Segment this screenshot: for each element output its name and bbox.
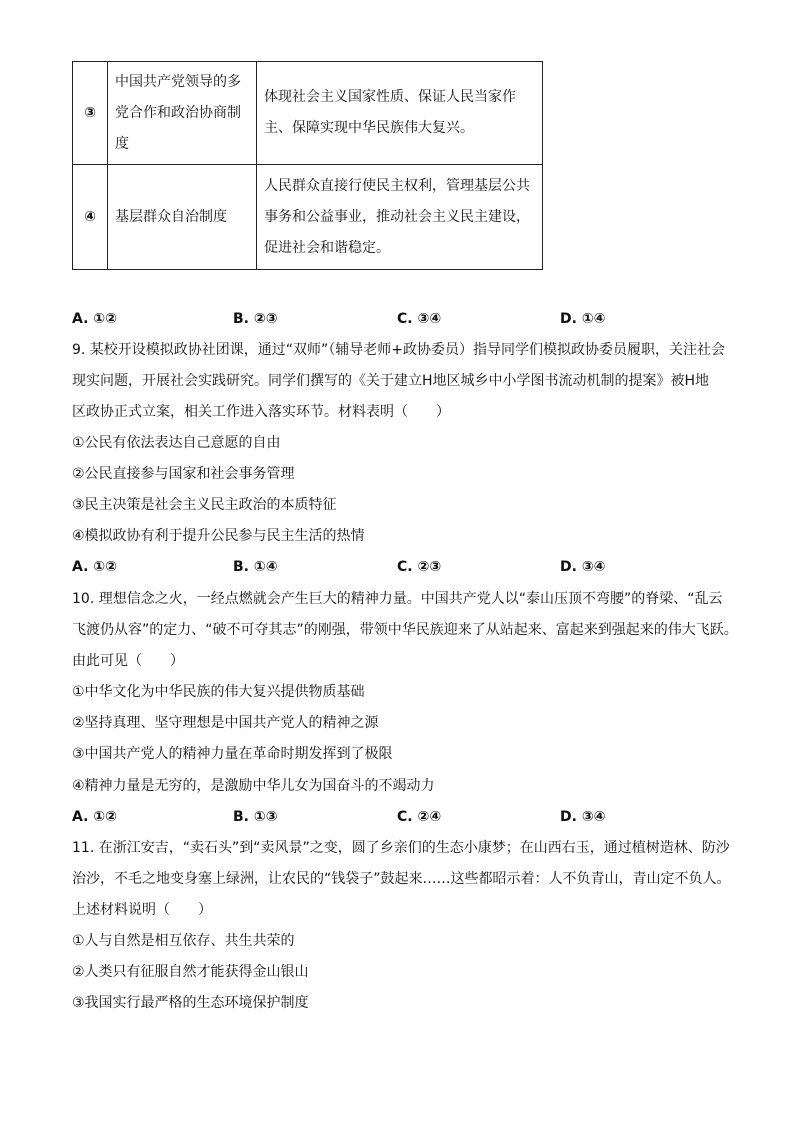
option-a[interactable]: A. ①② xyxy=(72,311,117,327)
row-name: 基层群众自治制度 xyxy=(108,165,257,270)
q11-item: ②人类只有征服自然才能获得金山银山 xyxy=(72,964,309,980)
option-c[interactable]: C. ②④ xyxy=(397,809,442,825)
option-b[interactable]: B. ②③ xyxy=(233,311,278,327)
option-d[interactable]: D. ③④ xyxy=(560,559,606,575)
q9-item: ①公民有依法表达自己意愿的自由 xyxy=(72,435,281,451)
q9-item: ②公民直接参与国家和社会事务管理 xyxy=(72,466,295,482)
q9-stem-line: 现实问题，开展社会实践研究。同学们撰写的《关于建立H地区城乡中小学图书流动机制的提案》被H地 xyxy=(72,373,710,389)
option-d[interactable]: D. ①④ xyxy=(560,311,606,327)
table-row xyxy=(73,62,543,165)
q9-stem-line: 区政协正式立案，相关工作进入落实环节。材料表明（ ） xyxy=(72,404,450,420)
q10-item: ②坚持真理、坚守理想是中国共产党人的精神之源 xyxy=(72,715,379,731)
q10-item: ③中国共产党人的精神力量在革命时期发挥到了极限 xyxy=(72,746,393,762)
q9-options xyxy=(72,557,632,577)
option-a[interactable]: A. ①② xyxy=(72,809,117,825)
q10-item: ④精神力量是无穷的，是激励中华儿女为国奋斗的不竭动力 xyxy=(72,778,435,794)
q11-stem-line: 11. 在浙江安吉，“卖石头”到“卖风景”之变，圆了乡亲们的生态小康梦；在山西右玉，通过植树造林、防沙 xyxy=(72,840,730,856)
q10-item: ①中华文化为中华民族的伟大复兴提供物质基础 xyxy=(72,684,365,700)
q10-stem-line: 由此可见（ ） xyxy=(72,653,184,669)
q11-stem-line: 上述材料说明（ ） xyxy=(72,902,212,918)
q11-item: ①人与自然是相互依存、共生共荣的 xyxy=(72,933,295,949)
q9-item: ③民主决策是社会主义民主政治的本质特征 xyxy=(72,497,337,513)
options-table xyxy=(72,61,543,270)
row-number: ③ xyxy=(73,62,108,165)
q10-stem-line: 10. 理想信念之火，一经点燃就会产生巨大的精神力量。中国共产党人以“泰山压顶不弯腰”的脊梁、“乱云 xyxy=(72,591,723,607)
q11-item: ③我国实行最严格的生态环境保护制度 xyxy=(72,995,309,1011)
row-desc: 人民群众直接行使民主权利，管理基层公共事务和公益事业，推动社会主义民主建设，促进社会和谐稳定。 xyxy=(257,165,543,270)
table-row xyxy=(73,165,543,270)
option-d[interactable]: D. ③④ xyxy=(560,809,606,825)
option-b[interactable]: B. ①④ xyxy=(233,559,278,575)
q9-item: ④模拟政协有利于提升公民参与民主生活的热情 xyxy=(72,528,365,544)
row-desc: 体现社会主义国家性质、保证人民当家作主、保障实现中华民族伟大复兴。 xyxy=(257,62,543,165)
q10-stem-line: 飞渡仍从容”的定力、“破不可夺其志”的刚强，带领中华民族迎来了从站起来、富起来到强起来的伟大飞跃。 xyxy=(72,622,738,638)
option-c[interactable]: C. ③④ xyxy=(397,311,442,327)
option-c[interactable]: C. ②③ xyxy=(397,559,442,575)
option-a[interactable]: A. ①② xyxy=(72,559,117,575)
option-b[interactable]: B. ①③ xyxy=(233,809,278,825)
row-number: ④ xyxy=(73,165,108,270)
row-name: 中国共产党领导的多党合作和政治协商制度 xyxy=(108,62,257,165)
q9-stem-line: 9. 某校开设模拟政协社团课，通过“双师”（辅导老师+政协委员）指导同学们模拟政协委员履职，关注社会 xyxy=(72,342,726,358)
q11-stem-line: 治沙，不毛之地变身塞上绿洲，让农民的“钱袋子”鼓起来……这些都昭示着：人不负青山，青山定不负人。 xyxy=(72,871,731,887)
q8-options xyxy=(72,309,632,329)
q10-options xyxy=(72,807,632,827)
